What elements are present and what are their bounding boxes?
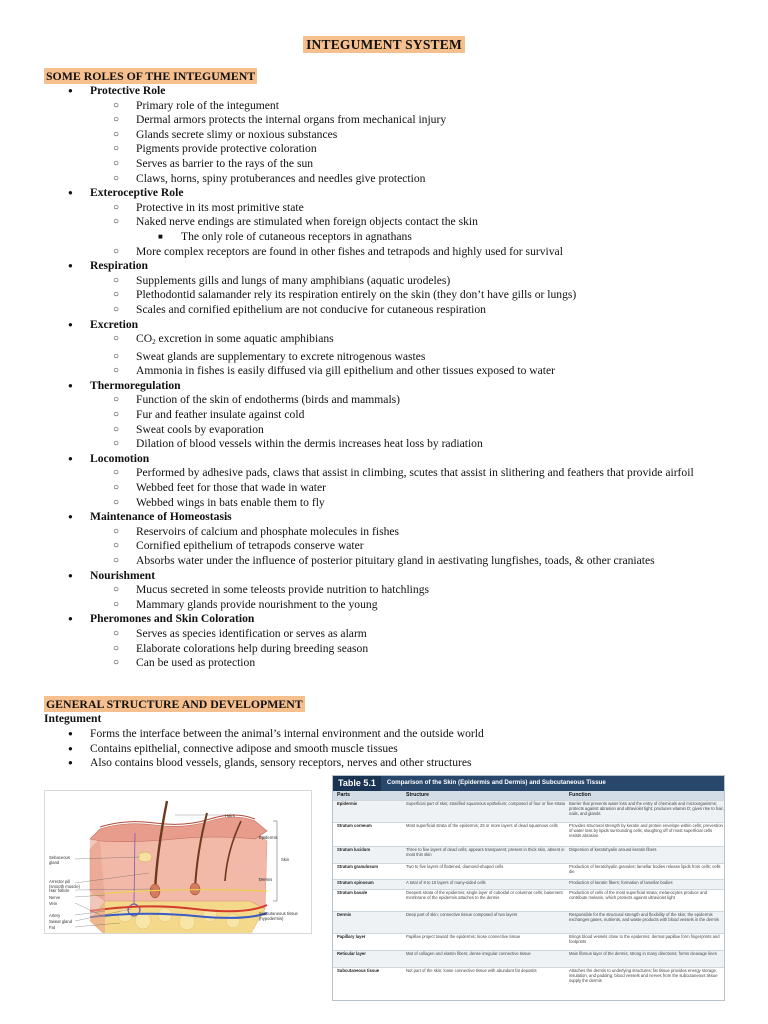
table-cell: Stratum basale <box>337 890 368 895</box>
list-item: ○ Serves as species identification or serves as alarm <box>0 627 768 642</box>
table-row <box>333 800 724 822</box>
section-heading-roles <box>44 69 257 85</box>
list-subitem: ■ The only role of cutaneous receptors in agnathans <box>0 230 768 245</box>
table-cell: Provides structural strength by keratin and protein envelope within cells; prevention of water loss by lipids surrounding cells; sloughing off of most superficial cells resists abrasion <box>569 823 723 839</box>
column-header-function: Function <box>569 792 591 798</box>
label-dermis: Dermis <box>259 877 273 882</box>
table-cell: Papillae project toward the epidermis; loose connective tissue <box>406 934 521 939</box>
section-heading-structure-text: GENERAL STRUCTURE AND DEVELOPMENT <box>46 697 303 711</box>
table-cell: Production of cells of the most superficial strata; melanocytes produce and contribute melanin, which protects against ultraviolet light <box>569 890 708 901</box>
list-item: ○ Absorbs water under the influence of posterior pituitary gland in aestivating lungfishes, toads, & other craniates <box>0 554 768 569</box>
table-cell: Stratum corneum <box>337 823 372 828</box>
table-cell: Papillary layer <box>337 934 366 939</box>
label-nerve: Nerve <box>49 895 61 900</box>
co2-suffix: excretion in some aquatic amphibians <box>155 332 334 346</box>
role-heading: ● Respiration <box>0 259 768 274</box>
column-header-parts: Parts <box>337 792 350 798</box>
list-item: ○ Cornified epithelium of tetrapods conserve water <box>0 539 768 554</box>
table-cell: Stratum lucidum <box>337 847 371 852</box>
list-item: ○ Webbed feet for those that wade in water <box>0 481 768 496</box>
table-cell: Subcutaneous tissue <box>337 968 380 973</box>
label-skin: Skin <box>281 857 290 862</box>
list-item: ○ Supplements gills and lungs of many amphibians (aquatic urodeles) <box>0 274 768 289</box>
list-item: ○ Elaborate colorations help during breeding season <box>0 642 768 657</box>
list-item: ○ Glands secrete slimy or noxious substances <box>0 128 768 143</box>
list-item: ○ Sweat cools by evaporation <box>0 423 768 438</box>
list-item: ○ Claws, horns, spiny protuberances and needles give protection <box>0 172 768 187</box>
table-row <box>333 950 724 967</box>
list-item: ○ Dermal armors protects the internal organs from mechanical injury <box>0 113 768 128</box>
label-hairs: Hairs <box>225 813 235 818</box>
table-cell: Dispersion of keratohyalin around keratin fibers <box>569 847 657 852</box>
list-item: ○ Plethodontid salamander rely its respiration entirely on the skin (they don’t have gills or lungs) <box>0 288 768 303</box>
table-cell: Most superficial strata of the epidermis; 25 or more layers of dead squamous cells <box>406 823 558 828</box>
role-heading: ● Nourishment <box>0 569 768 584</box>
table-row <box>333 889 724 911</box>
list-item: ○ Ammonia in fishes is easily diffused via gill epithelium and other tissues exposed to water <box>0 364 768 379</box>
label-arrector-pili: Arrector pili (smooth muscle) <box>49 879 80 889</box>
table-cell: Two to five layers of flattened, diamond-shaped cells <box>406 864 504 869</box>
page-title-text: INTEGUMENT SYSTEM <box>303 36 465 53</box>
table-cell: Main fibrous layer of the dermis; strong in many directions; forms cleavage lines <box>569 951 717 956</box>
table-column-headers <box>333 791 724 800</box>
list-item: ○ Serves as barrier to the rays of the sun <box>0 157 768 172</box>
list-item: ○ Pigments provide protective coloration <box>0 142 768 157</box>
table-row <box>333 846 724 863</box>
table-cell: Superficial part of skin; stratified squamous epithelium; composed of four or five strata <box>406 801 565 806</box>
table-row <box>333 822 724 846</box>
list-item: ○ Webbed wings in bats enable them to fly <box>0 496 768 511</box>
role-heading: ● Pheromones and Skin Coloration <box>0 612 768 627</box>
column-header-structure: Structure <box>406 792 430 798</box>
list-item: ● Forms the interface between the animal’s internal environment and the outside world <box>0 727 768 742</box>
table-body <box>333 800 724 997</box>
list-item: ○ Dilation of blood vessels within the dermis increases heat loss by radiation <box>0 437 768 452</box>
structure-list <box>0 712 768 771</box>
table-cell: Stratum spinosum <box>337 880 374 885</box>
list-item: ○ Sweat glands are supplementary to excrete nitrogenous wastes <box>0 350 768 365</box>
role-heading: ● Exteroceptive Role <box>0 186 768 201</box>
comparison-table <box>332 775 725 1001</box>
label-vein: Vein <box>49 901 58 906</box>
list-item: ○ Naked nerve endings are stimulated when foreign objects contact the skin <box>0 215 768 230</box>
list-item: ○ Function of the skin of endotherms (birds and mammals) <box>0 393 768 408</box>
table-row <box>333 863 724 879</box>
list-item: ● Also contains blood vessels, glands, sensory receptors, nerves and other structures <box>0 756 768 771</box>
co2-prefix: CO <box>136 332 153 346</box>
label-fat: Fat <box>49 925 56 930</box>
label-subcutaneous: Subcutaneous tissue (hypodermis) <box>259 911 298 921</box>
table-cell: Three to five layers of dead cells; appears transparent; present in thick skin, absent in most thin skin <box>406 847 565 858</box>
table-cell: Not part of the skin; loose connective tissue with abundant fat deposits <box>406 968 537 973</box>
list-item: ○ Reservoirs of calcium and phosphate molecules in fishes <box>0 525 768 540</box>
role-heading: ● Locomotion <box>0 452 768 467</box>
table-cell: Stratum granulosum <box>337 864 378 869</box>
list-item: ○ Primary role of the integument <box>0 99 768 114</box>
role-heading: ● Excretion <box>0 318 768 333</box>
table-row <box>333 879 724 889</box>
page-title <box>0 38 768 54</box>
list-item: ○ Protective in its most primitive state <box>0 201 768 216</box>
label-artery: Artery <box>49 913 61 918</box>
table-cell: Reticular layer <box>337 951 366 956</box>
label-sebaceous-gland: Sebaceous gland <box>49 855 70 865</box>
role-heading: ● Thermoregulation <box>0 379 768 394</box>
co2-subscript: 2 <box>152 338 156 347</box>
table-cell: Responsible for the structural strength and flexibility of the skin; the epidermis exchanges gases, nutrients, and waste products with blood vessels in the dermis <box>569 912 719 923</box>
label-sweat-gland: Sweat gland <box>49 919 73 924</box>
skin-diagram <box>44 790 312 934</box>
table-row <box>333 933 724 950</box>
table-cell: Attaches the dermis to underlying structures; fat tissue provides energy storage, insulation, and padding; blood vessels and nerves from the subcutaneous tissue supply the dermis <box>569 968 718 984</box>
list-item: ○ Performed by adhesive pads, claws that assist in climbing, scutes that assist in slithering and feathers that provide airfoil <box>0 466 768 481</box>
list-item: ○ Mammary glands provide nourishment to the young <box>0 598 768 613</box>
role-heading: ● Maintenance of Homeostasis <box>0 510 768 525</box>
table-cell: A total of 8 to 10 layers of many-sided cells <box>406 880 486 885</box>
list-item: ○ More complex receptors are found in other fishes and tetrapods and highly used for survival <box>0 245 768 260</box>
table-cell: Barrier that prevents water loss and the entry of chemicals and microorganisms; protects against abrasion and ultraviolet light; produces vitamin D; gives rise to hair, nails, and glands <box>569 801 724 817</box>
list-item: ○ Scales and cornified epithelium are not conducive for cutaneous respiration <box>0 303 768 318</box>
table-cell: Mat of collagen and elastin fibers; dense irregular connective tissue <box>406 951 531 956</box>
table-cell: Production of keratohyalin granules; lamellar bodies release lipids from cells; cells die <box>569 864 721 875</box>
roles-outline <box>0 84 768 671</box>
table-cell: Production of keratin fibers; formation of lamellar bodies <box>569 880 673 885</box>
list-item: ● Contains epithelial, connective adipose and smooth muscle tissues <box>0 742 768 757</box>
table-cell: Deepest strata of the epidermis; single layer of cuboidal or columnar cells; basement membrane of the epidermis attaches to the dermis <box>406 890 563 901</box>
table-row <box>333 911 724 933</box>
list-item: ○ Mucus secreted in some teleosts provide nutrition to hatchlings <box>0 583 768 598</box>
list-item: ○ Can be used as protection <box>0 656 768 671</box>
section-heading-structure <box>44 697 305 713</box>
table-cell: Dermis <box>337 912 352 917</box>
table-row <box>333 967 724 997</box>
table-cell: Epidermis <box>337 801 358 806</box>
table-cell: Deep part of skin; connective tissue composed of two layers <box>406 912 518 917</box>
integument-subheading: Integument <box>44 712 102 725</box>
table-header-bar <box>333 776 724 791</box>
section-heading-roles-text: SOME ROLES OF THE INTEGUMENT <box>46 69 256 83</box>
table-caption: Comparison of the Skin (Epidermis and Dermis) and Subcutaneous Tissue <box>386 779 606 787</box>
table-number: Table 5.1 <box>333 776 381 791</box>
label-epidermis: Epidermis <box>259 835 278 840</box>
list-item: ○ Fur and feather insulate against cold <box>0 408 768 423</box>
label-hair-follicle: Hair follicle <box>49 888 70 893</box>
role-heading: ● Protective Role <box>0 84 768 99</box>
list-item <box>0 332 768 350</box>
table-cell: Brings blood vessels close to the epidermis; dermal papillae form fingerprints and footprints <box>569 934 720 945</box>
